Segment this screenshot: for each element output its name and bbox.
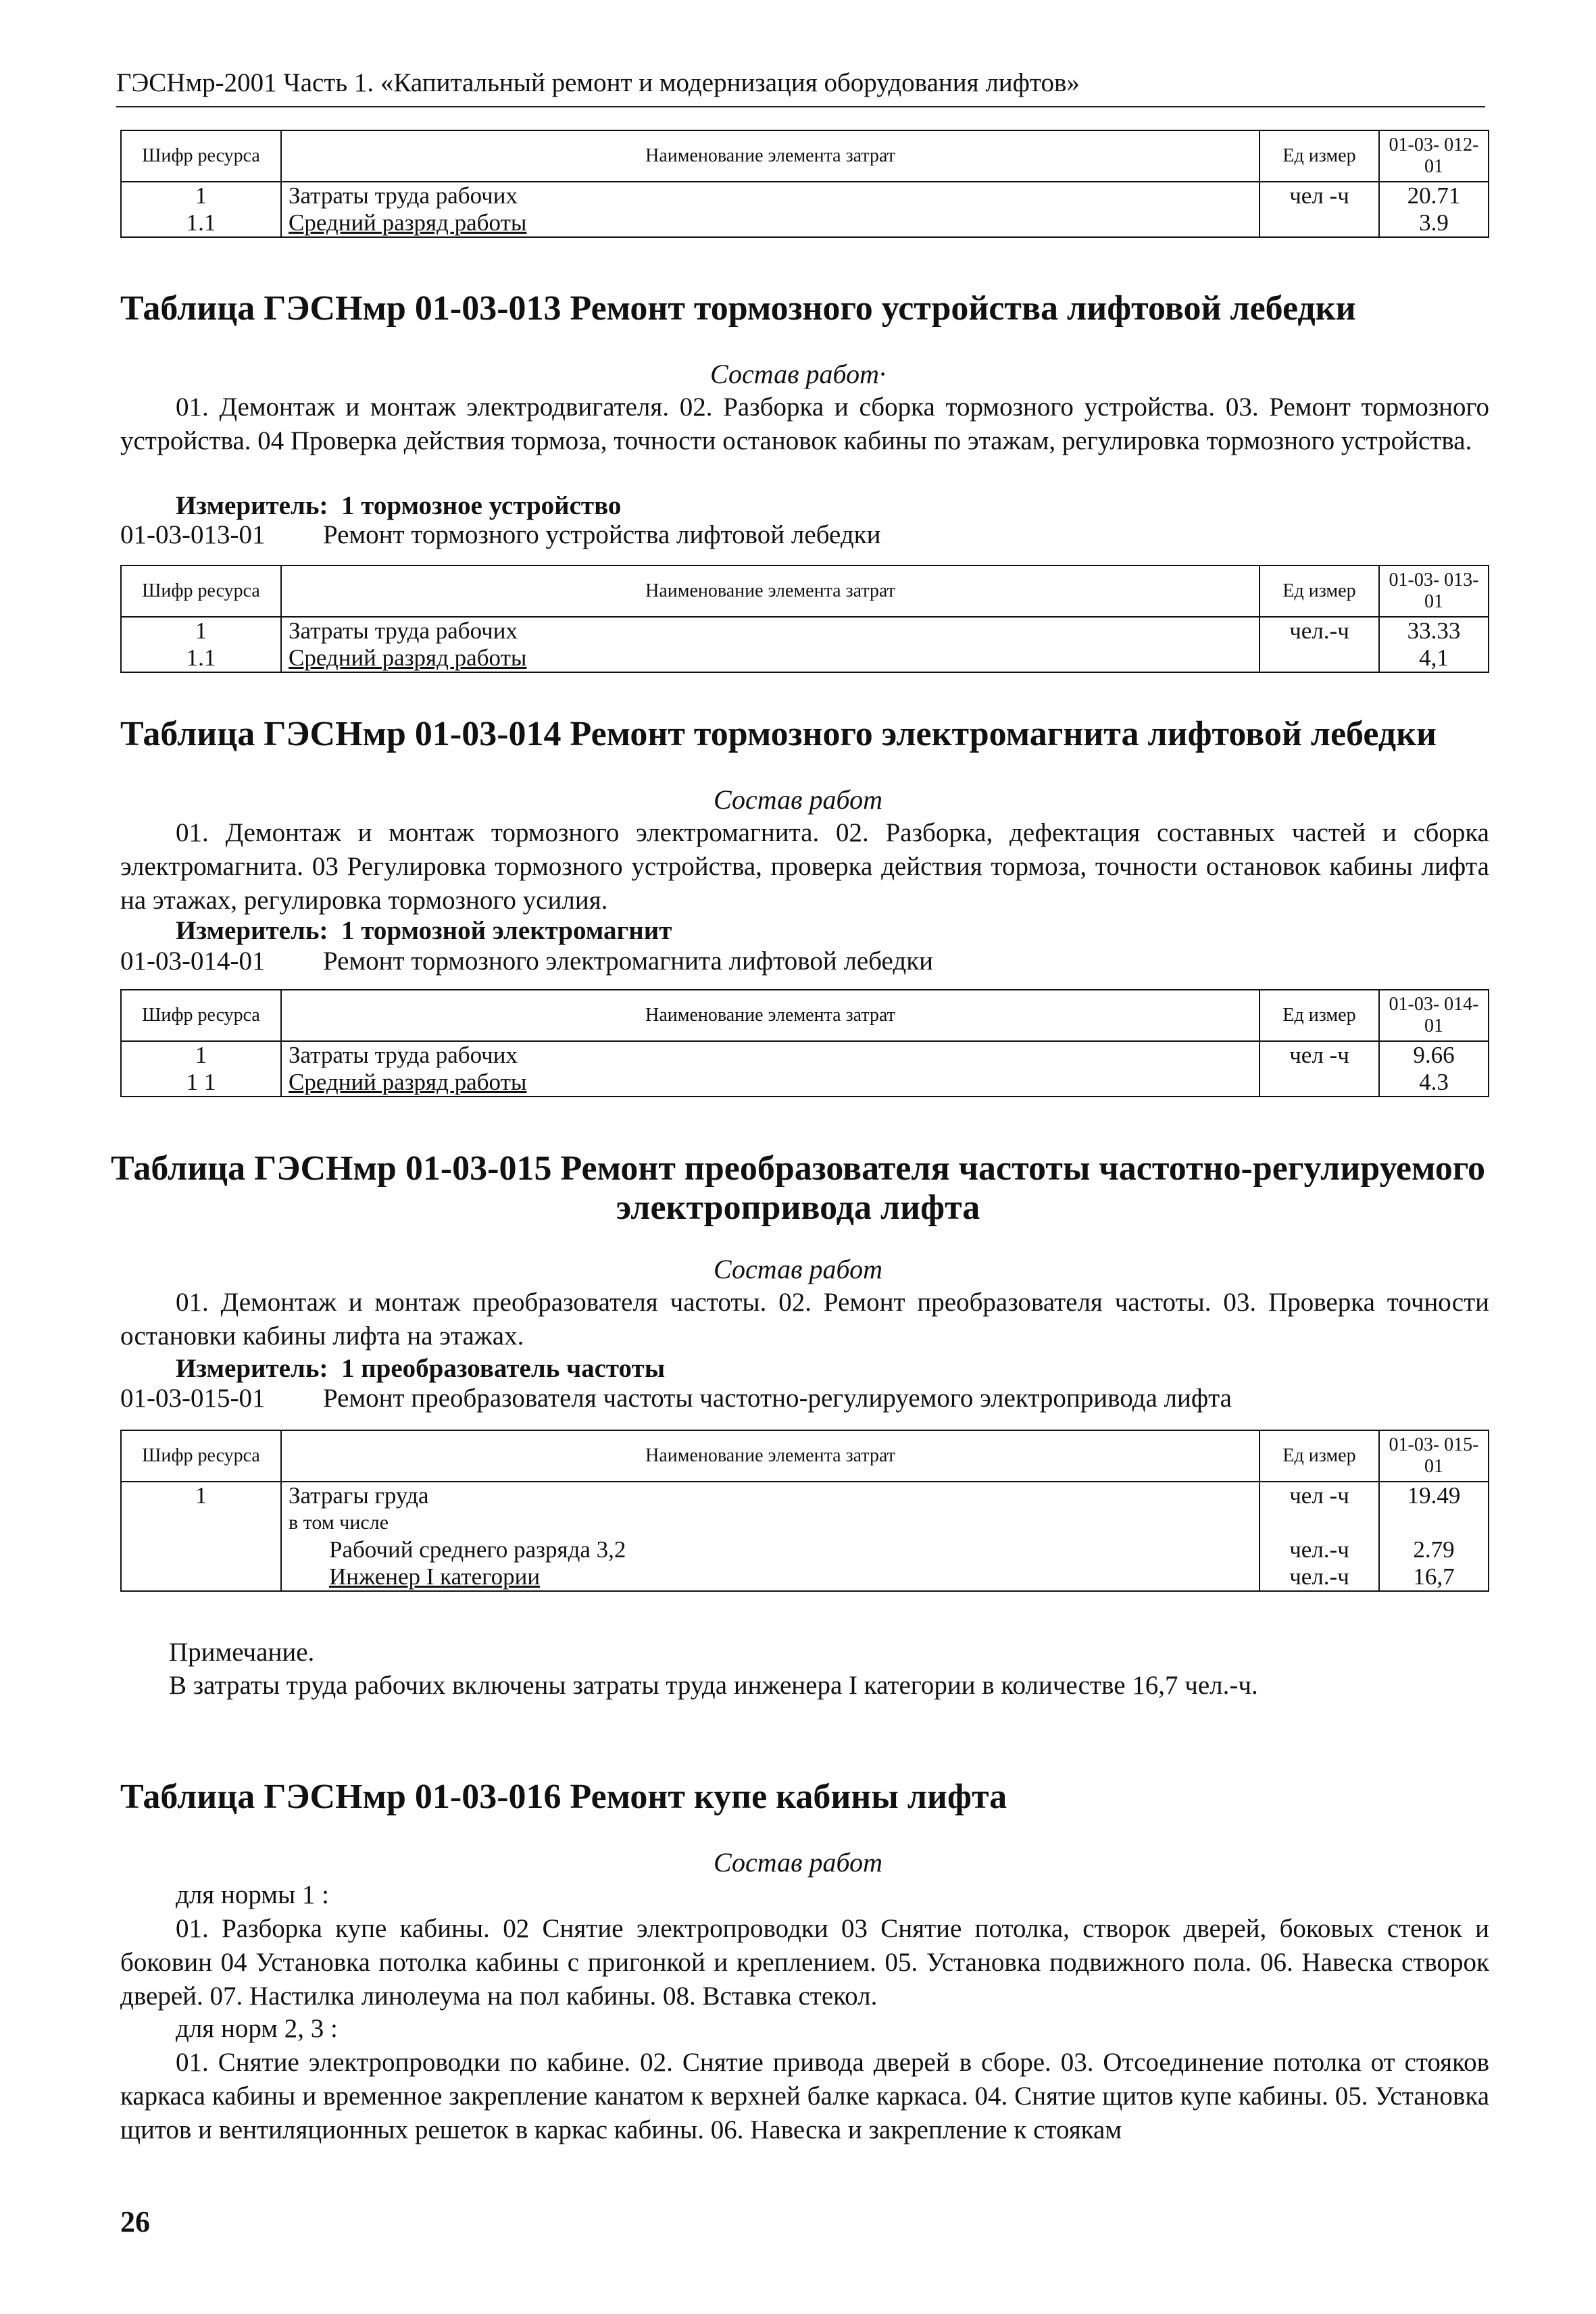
row-unit: чел -ч: [1260, 1041, 1379, 1069]
row-unit: чел -ч: [1260, 1482, 1379, 1509]
work-description-014: 01. Демонтаж и монтаж тормозного электромагнита. 02. Разборка, дефектация составных частей и сборка электромагнита. 03 Регулировка тормозного устройства, проверка действия тормоза, точности остановок кабины лифта на этажах, регулировка тормозного усилия.: [120, 818, 1489, 915]
row-name: Средний разряд работы: [289, 645, 527, 671]
row-name: в том числе: [281, 1509, 1260, 1536]
measure-value: 1 преобразователь частоты: [341, 1354, 666, 1383]
measure-label: Измеритель:: [176, 1354, 328, 1383]
norm-code: 01-03-014-01: [120, 947, 266, 976]
norm-description: Ремонт преобразователя частоты частотно-регулируемого электропривода лифта: [323, 1384, 1232, 1413]
measure-015: [176, 1353, 665, 1384]
running-header: ГЭСНмр-2001 Часть 1. «Капитальный ремонт и модернизация оборудования лифтов»: [116, 68, 1485, 107]
header-norm-code: 01-03- 012-01: [1379, 130, 1489, 182]
row-value: 19.49: [1379, 1482, 1489, 1509]
section-title-015-line1: Таблица ГЭСНмр 01-03-015 Ремонт преобразователя частоты частотно-регулируемого: [110, 1149, 1486, 1188]
header-unit: Ед измер: [1260, 1430, 1379, 1482]
table-header-row: [121, 1430, 1489, 1482]
section-title-014: Таблица ГЭСНмр 01-03-014 Ремонт тормозного электромагнита лифтовой лебедки: [120, 715, 1437, 753]
norm-line-013: [120, 520, 880, 550]
table-header-row: [121, 565, 1489, 617]
header-resource-code: Шифр ресурса: [121, 1430, 281, 1482]
row-name: Затраты труда рабочих: [281, 182, 1260, 209]
row-num: 1.1: [121, 645, 281, 672]
row-num: 1: [121, 617, 281, 645]
table-row: [121, 1563, 1489, 1591]
header-cost-element: Наименование элемента затрат: [281, 1430, 1260, 1482]
header-norm-code: 01-03- 015-01: [1379, 1430, 1489, 1482]
row-value: 4.3: [1379, 1069, 1489, 1097]
row-name: Затраты труда рабочих: [281, 617, 1260, 645]
work-description-015: 01. Демонтаж и монтаж преобразователя частоты. 02. Ремонт преобразователя частоты. 03. Проверка точности остановки кабины лифта на этажах.: [120, 1288, 1489, 1351]
measure-value: 1 тормозной электромагнит: [341, 916, 672, 945]
header-resource-code: Шифр ресурса: [121, 130, 281, 182]
row-value: 4,1: [1379, 645, 1489, 672]
for-norm-1: для нормы 1 :: [176, 1880, 329, 1909]
row-value: 20.71: [1379, 182, 1489, 209]
table-row: [121, 1482, 1489, 1509]
table-row: [121, 209, 1489, 237]
norm-line-014: [120, 946, 933, 976]
header-norm-code: 01-03- 013-01: [1379, 565, 1489, 617]
header-resource-code: Шифр ресурса: [121, 565, 281, 617]
row-name: Затраты труда рабочих: [281, 1041, 1260, 1069]
row-value: 16,7: [1379, 1563, 1489, 1591]
work-description-013: 01. Демонтаж и монтаж электродвигателя. 02. Разборка и сборка тормозного устройства. 03. Ремонт тормозного устройства. 04 Проверка действия тормоза, точности остановок кабины по этажам, регулировка тормозного устройства.: [120, 393, 1489, 455]
row-num: 1: [121, 182, 281, 209]
cost-table-015: [120, 1430, 1489, 1592]
sostav-heading-015: Состав работ: [714, 1254, 882, 1284]
table-header-row: [121, 130, 1489, 182]
table-row: [121, 645, 1489, 672]
row-value: [1379, 1509, 1489, 1536]
measure-label: Измеритель:: [176, 491, 328, 520]
cost-table-014: [120, 989, 1489, 1097]
note-text: В затраты труда рабочих включены затраты труда инженера I категории в количестве 16,7 чел.-ч.: [169, 1671, 1258, 1700]
row-name: Затрагы груда: [281, 1482, 1260, 1509]
row-value: 9.66: [1379, 1041, 1489, 1069]
page-number: 26: [120, 2205, 150, 2238]
row-unit: [1260, 209, 1379, 237]
row-unit: чел.-ч: [1260, 617, 1379, 645]
sostav-heading-016: Состав работ: [714, 1847, 882, 1878]
table-row: [121, 617, 1489, 645]
measure-013: [176, 491, 621, 521]
row-name: Средний разряд работы: [289, 209, 527, 236]
row-num: 1 1: [121, 1069, 281, 1097]
measure-label: Измеритель:: [176, 916, 328, 945]
header-norm-code: 01-03- 014-01: [1379, 990, 1489, 1041]
row-num: 1.1: [121, 209, 281, 237]
cost-table-012: [120, 130, 1489, 238]
section-title-013: Таблица ГЭСНмр 01-03-013 Ремонт тормозного устройства лифтовой лебедки: [120, 289, 1356, 328]
sostav-heading-014: Состав работ: [714, 784, 882, 815]
row-value: 2.79: [1379, 1536, 1489, 1563]
header-resource-code: Шифр ресурса: [121, 990, 281, 1041]
table-row: [121, 1041, 1489, 1069]
for-norms-2-3: для норм 2, 3 :: [176, 2014, 338, 2043]
norm-description: Ремонт тормозного электромагнита лифтовой лебедки: [323, 947, 934, 976]
row-name: Средний разряд работы: [289, 1069, 527, 1095]
row-num: 1: [121, 1482, 281, 1509]
row-unit: [1260, 645, 1379, 672]
norm-code: 01-03-015-01: [120, 1384, 266, 1413]
note-title: Примечание.: [169, 1638, 315, 1667]
cost-table-013: [120, 565, 1489, 673]
sostav-heading-013: Состав работ·: [710, 359, 886, 389]
header-unit: Ед измер: [1260, 990, 1379, 1041]
table-row: [121, 1069, 1489, 1097]
norm-code: 01-03-013-01: [120, 520, 266, 549]
row-value: 3.9: [1379, 209, 1489, 237]
header-cost-element: Наименование элемента затрат: [281, 130, 1260, 182]
norm-description: Ремонт тормозного устройства лифтовой лебедки: [323, 520, 881, 549]
measure-014: [176, 915, 672, 946]
norm-line-015: [120, 1383, 1232, 1413]
table-row: [121, 182, 1489, 209]
work-description-016-norm1: 01. Разборка купе кабины. 02 Снятие электропроводки 03 Снятие потолка, створок дверей, боковых стенок и боковин 04 Установка потолка кабины с пригонкой и креплением. 05. Установка подвижного пола. 06. Навеска створок дверей. 07. Настилка линолеума на пол кабины. 08. Вставка стекол.: [120, 1914, 1489, 2011]
header-cost-element: Наименование элемента затрат: [281, 990, 1260, 1041]
row-unit: чел -ч: [1260, 182, 1379, 209]
row-name: Рабочий среднего разряда 3,2: [281, 1536, 1260, 1563]
header-unit: Ед измер: [1260, 565, 1379, 617]
row-num: 1: [121, 1041, 281, 1069]
table-row: [121, 1509, 1489, 1536]
row-num: [121, 1536, 281, 1563]
row-unit: [1260, 1069, 1379, 1097]
header-unit: Ед измер: [1260, 130, 1379, 182]
row-num: [121, 1563, 281, 1591]
row-unit: чел.-ч: [1260, 1536, 1379, 1563]
row-name: Инженер I категории: [329, 1563, 541, 1590]
measure-value: 1 тормозное устройство: [341, 491, 622, 520]
header-cost-element: Наименование элемента затрат: [281, 565, 1260, 617]
table-row: [121, 1536, 1489, 1563]
row-unit: [1260, 1509, 1379, 1536]
row-num: [121, 1509, 281, 1536]
row-unit: чел.-ч: [1260, 1563, 1379, 1591]
row-value: 33.33: [1379, 617, 1489, 645]
section-title-015-line2: электропривода лифта: [616, 1188, 980, 1227]
section-title-016: Таблица ГЭСНмр 01-03-016 Ремонт купе кабины лифта: [120, 1778, 1007, 1816]
work-description-016-norm23: 01. Снятие электропроводки по кабине. 02. Снятие привода дверей в сборе. 03. Отсоединение потолка от стояков каркаса кабины и временное закрепление канатом к верхней балке каркаса. 04. Снятие щитов купе кабины. 05. Установка щитов и вентиляционных решеток в каркас кабины. 06. Навеска и закрепление к стоякам: [120, 2048, 1489, 2144]
table-header-row: [121, 990, 1489, 1041]
